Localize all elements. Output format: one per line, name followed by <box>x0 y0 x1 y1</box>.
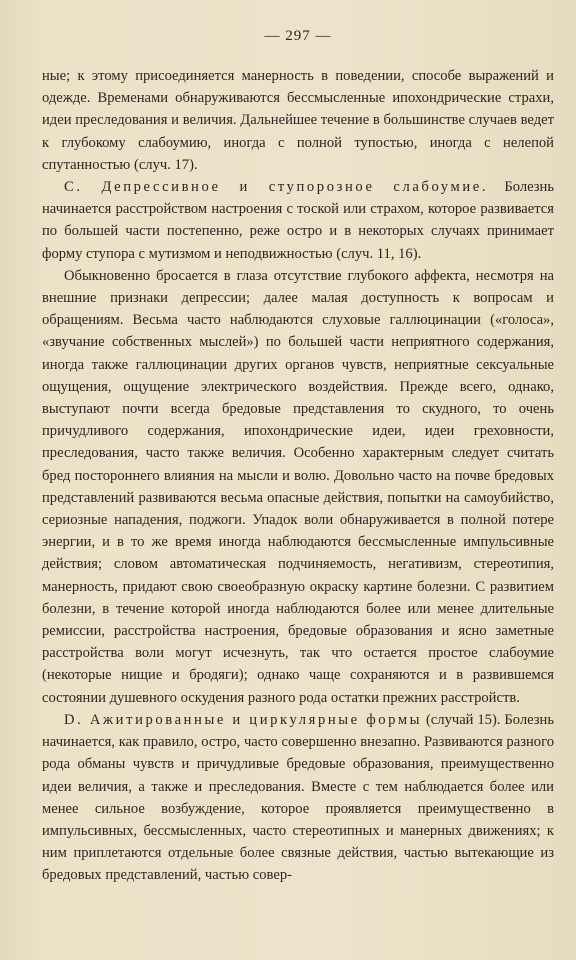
paragraph-symptoms <box>42 265 554 709</box>
paragraph-text: (случай 15). Болезнь начинается, как правило, остро, часто совершенно внезапно. Развиваются разного рода обманы чувств и причудливые бредовые образования, преимущественно идеи величия, а также и преследования. Вместе с тем наблюдается более или менее сильное возбуждение, которое проявляется преимущественно в импульсивных, бессмысленных, часто стереотипных и манерных движениях; к ним приплетаются отдельные более связные действия, частью вытекающие из бредовых представлений, частью совер- <box>42 711 554 884</box>
paragraph-text: Болезнь начинается расстройством настроения с тоской или страхом, которое развивается по большей части постепенно, реже остро и в некоторых случаях принимает форму ступора с мутизмом и неподвижностью (случ. 11, 16). <box>42 179 554 262</box>
paragraph-depressive-dementia <box>42 176 554 265</box>
paragraph-text: Обыкновенно бросается в глаза отсутствие глубокого аффекта, несмотря на внешние признаки депрессии; далее малая доступность к вопросам и обращениям. Весьма часто наблюдаются слуховые галлюцинации («голоса», «звучание собственных мыслей») по большей части неприятного содержания, иногда также галлюцинации других органов чувств, неприятные сексуальные ощущения, ощущение электрического воздействия. Прежде всего, однако, выступают почти всегда бредовые представления то скудного, то очень причудливого содержания, ипохондрические идеи, идеи греховности, преследования, часто также величия. Особенно характерным следует считать бред постороннего влияния на мысли и волю. Довольно часто на почве бредовых представлений развиваются весьма опасные действия, попытки на самоубийство, сериозные нападения, поджоги. Упадок воли обнаруживается в полной потере энергии, и в то же время иногда наблюдаются бессмысленные импульсивные действия; словом автоматическая подчиняемость, негативизм, стереотипия, манерность, придают свою своеобразную окраску картине болезни. С развитием болезни, в течение которой иногда наблюдаются более или менее длительные ремиссии, расстройства настроения, бредовые образования и ясно заметные расстройства воли могут исчезнуть, так что остается простое слабоумие (некоторые нищие и бродяги); однако чаще сохраняются и в развившемся состоянии душевного оскудения разного рода остатки прежних расстройств. <box>42 267 554 706</box>
paragraph-agitated-forms <box>42 709 554 887</box>
section-heading-c: С. Депрессивное и ступорозное слабоумие. <box>64 179 489 196</box>
page-number: — 297 — <box>264 28 332 44</box>
paragraph-continuation <box>42 65 554 176</box>
section-heading-d: D. Ажитированные и циркулярные формы <box>64 711 423 728</box>
paragraph-text: ные; к этому присоединяется манерность в поведении, способе выражений и одежде. Временами обнаруживаются бессмысленные ипохондрические страхи, идеи преследования и величия. Дальнейшее течение в большинстве случаев ведет к глубокому слабоумию, иногда с полной тупостью, иногда с нелепой спутанностью (случ. 17). <box>42 68 554 173</box>
